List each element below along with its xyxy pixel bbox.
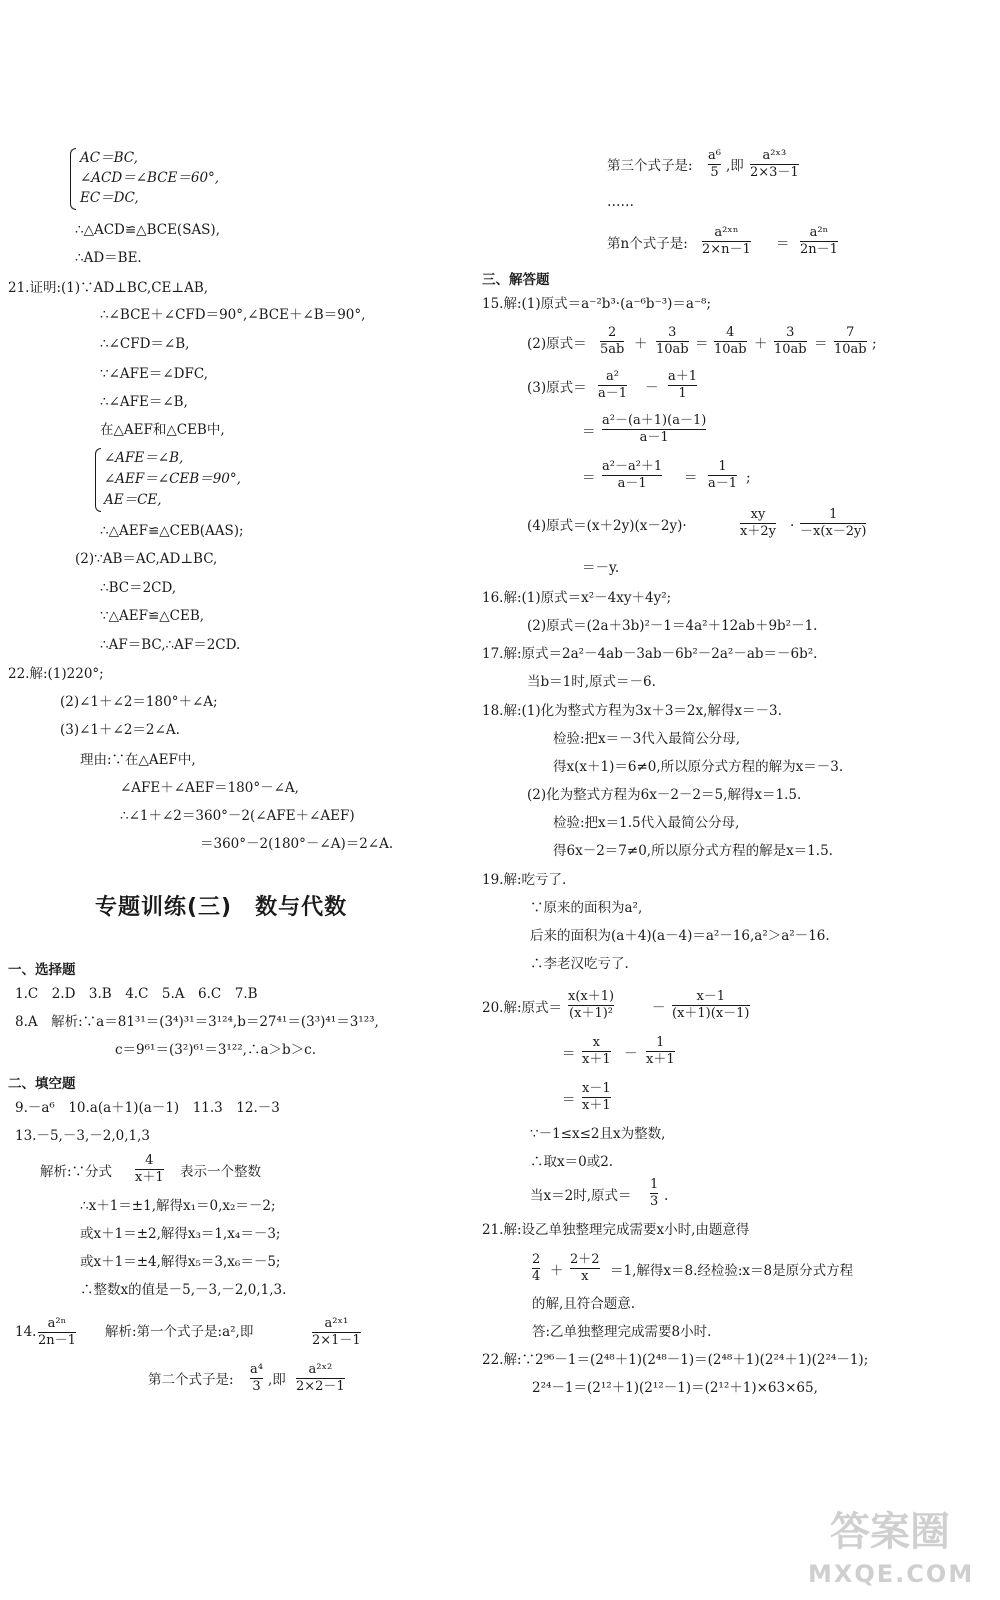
text-line: 22.解:∵2⁹⁶－1＝(2⁴⁸＋1)(2⁴⁸－1)＝(2⁴⁸＋1)(2²⁴＋1)(2²⁴－1); — [482, 1352, 869, 1368]
text-line: 检验:把x＝－3代入最简公分母, — [553, 731, 741, 747]
fraction: a²－(a＋1)(a－1) a－1 — [602, 413, 707, 445]
text-line: ＝ — [582, 424, 596, 440]
text-line: ∵∠AFE＝∠DFC, — [100, 366, 209, 382]
fraction: a⁶ 5 — [708, 148, 721, 180]
fraction: a＋1 1 — [668, 369, 698, 401]
fraction: a²ⁿ 2n－1 — [38, 1316, 76, 1348]
section-heading: 三、解答题 — [482, 272, 550, 288]
text-line: (2)原式＝(2a＋3b)²－1＝4a²＋12ab＋9b²－1. — [527, 618, 818, 634]
fraction: a²ˣⁿ 2×n－1 — [702, 225, 751, 257]
text-line: ∠AFE＋∠AEF＝180°－∠A, — [120, 780, 299, 796]
text-line: ∴整数x的值是－5,－3,－2,0,1,3. — [80, 1282, 287, 1298]
text-line: 第n个式子是: — [607, 236, 688, 252]
text-line: 19.解:吃亏了. — [482, 872, 567, 888]
fraction: a²ˣ³ 2×3－1 — [750, 148, 799, 180]
text-line: ＝ — [684, 470, 698, 486]
text-line: ＝ — [776, 236, 790, 252]
text-line: 在△AEF和△CEB中, — [100, 422, 225, 438]
fraction: 1 a－1 — [708, 459, 738, 491]
text-line: 21.解:设乙单独整理完成需要x小时,由题意得 — [482, 1222, 750, 1238]
text-line: ∴AF＝BC,∴AF＝2CD. — [100, 637, 241, 653]
text-line: 的解,且符合题意. — [532, 1296, 636, 1312]
fraction: x－1 x＋1 — [582, 1081, 611, 1113]
text-line: . — [664, 1188, 669, 1204]
section-heading: 二、填空题 — [8, 1076, 76, 1092]
fraction: 1 －x(x－2y) — [800, 507, 867, 539]
text-line: ∴李老汉吃亏了. — [530, 956, 629, 972]
fraction: a² a－1 — [598, 369, 628, 401]
text-line: (3)原式＝ — [527, 380, 587, 396]
fraction: 1 3 — [650, 1177, 659, 1209]
text-line: ＋ — [634, 336, 648, 352]
fraction: 4 10ab — [714, 325, 747, 357]
text-line: 8.A 解析:∵a＝81³¹＝(3⁴)³¹＝3¹²⁴,b＝27⁴¹＝(3³)⁴¹＝3¹²³, — [15, 1014, 379, 1030]
text-line: ∴取x＝0或2. — [530, 1154, 614, 1170]
section-heading: 一、选择题 — [8, 962, 76, 978]
text-line: 第二个式子是: — [148, 1372, 234, 1388]
text-line: 13.－5,－3,－2,0,1,3 — [15, 1128, 150, 1144]
text-line: 17.解:原式＝2a²－4ab－3ab－6b²－2a²－ab＝－6b². — [482, 646, 818, 662]
text-line: ∴△AEF≌△CEB(AAS); — [100, 523, 244, 539]
fraction: xy x＋2y — [740, 507, 776, 539]
watermark-url: MXQE.COM — [808, 1560, 975, 1588]
text-line: 14. — [15, 1324, 37, 1340]
text-line: ＝1,解得x＝8.经检验:x＝8是原分式方程 — [610, 1263, 854, 1279]
fraction: x x＋1 — [582, 1035, 611, 1067]
text-line: ∠AFE＝∠B, — [104, 450, 184, 466]
text-line: ∠ACD＝∠BCE＝60°, — [80, 170, 220, 186]
text-line: ＝ — [814, 336, 828, 352]
fraction: 7 10ab — [834, 325, 867, 357]
fraction: 2＋2 x — [570, 1252, 600, 1284]
text-line: ; — [872, 336, 877, 352]
text-line: (4)原式＝(x＋2y)(x－2y)· — [527, 518, 687, 534]
text-line: 当b＝1时,原式＝－6. — [527, 674, 656, 690]
brace — [95, 448, 101, 512]
fraction: a²ⁿ 2n－1 — [800, 225, 838, 257]
section-title: 专题训练(三) 数与代数 — [95, 895, 348, 920]
fraction: a²ˣ¹ 2×1－1 — [312, 1316, 361, 1348]
text-line: ∵原来的面积为a², — [530, 900, 643, 916]
fraction: 3 10ab — [774, 325, 807, 357]
text-line: ＝ — [582, 470, 596, 486]
text-line: － — [645, 380, 659, 396]
text-line: · — [790, 518, 795, 534]
text-line: ∴△ACD≌△BCE(SAS), — [75, 222, 220, 238]
fraction: a²－a²＋1 a－1 — [602, 459, 663, 491]
text-line: 检验:把x＝1.5代入最简公分母, — [553, 815, 740, 831]
text-line: ＋ — [754, 336, 768, 352]
brace — [70, 148, 76, 210]
text-line: 答:乙单独整理完成需要8小时. — [532, 1324, 712, 1340]
text-line: …… — [607, 194, 634, 210]
fraction: 1 x＋1 — [646, 1035, 675, 1067]
text-line: 得6x－2＝7≠0,所以原分式方程的解是x＝1.5. — [553, 843, 833, 859]
text-line: 或x＋1＝±2,解得x₃＝1,x₄＝－3; — [80, 1226, 281, 1242]
text-line: 2²⁴－1＝(2¹²＋1)(2¹²－1)＝(2¹²＋1)×63×65, — [532, 1380, 818, 1396]
text-line: (2)∵AB＝AC,AD⊥BC, — [75, 551, 218, 567]
text-line: 第三个式子是: — [607, 158, 693, 174]
text-line: ＝360°－2(180°－∠A)＝2∠A. — [200, 836, 394, 852]
text-line: ∠AEF＝∠CEB＝90°, — [104, 471, 241, 487]
text-line: 18.解:(1)化为整式方程为3x＋3＝2x,解得x＝－3. — [482, 703, 782, 719]
text-line: ＝ — [562, 1046, 576, 1062]
fraction: a²ˣ² 2×2－1 — [296, 1362, 345, 1394]
fraction: x－1 (x＋1)(x－1) — [672, 989, 750, 1021]
text-line: 解析:第一个式子是:a²,即 — [105, 1324, 254, 1340]
text-line: 16.解:(1)原式＝x²－4xy＋4y²; — [482, 590, 672, 606]
fraction: 3 10ab — [656, 325, 689, 357]
text-line: c＝9⁶¹＝(3²)⁶¹＝3¹²²,∴a＞b＞c. — [115, 1042, 316, 1058]
text-line: 理由:∵在△AEF中, — [80, 752, 196, 768]
text-line: EC＝DC, — [80, 190, 139, 206]
text-line: 得x(x＋1)＝6≠0,所以原分式方程的解为x＝－3. — [553, 759, 844, 775]
text-line: 表示一个整数 — [180, 1164, 261, 1180]
text-line: (2)∠1＋∠2＝180°＋∠A; — [60, 694, 218, 710]
text-line: ,即 — [726, 158, 744, 174]
fraction: 4 x＋1 — [135, 1153, 164, 1185]
text-line: 或x＋1＝±4,解得x₅＝3,x₆＝－5; — [80, 1254, 281, 1270]
text-line: ∴∠CFD＝∠B, — [100, 336, 190, 352]
text-line: (2)原式＝ — [527, 336, 587, 352]
fraction: 2 4 — [532, 1252, 541, 1284]
text-line: － — [652, 1000, 666, 1016]
text-line: 1.C 2.D 3.B 4.C 5.A 6.C 7.B — [15, 986, 258, 1002]
text-line: 15.解:(1)原式＝a⁻²b³·(a⁻⁶b⁻³)＝a⁻⁸; — [482, 296, 712, 312]
fraction: 2 5ab — [600, 325, 625, 357]
text-line: ＋ — [550, 1263, 564, 1279]
question-21: 21.证明:(1)∵AD⊥BC,CE⊥AB, — [8, 280, 209, 296]
text-line: ＝－y. — [582, 560, 620, 576]
text-line: 20.解:原式＝ — [482, 1000, 563, 1016]
text-line: ∵△AEF≌△CEB, — [100, 608, 205, 624]
text-line: AC＝BC, — [80, 150, 138, 166]
text-line: 9.－a⁶ 10.a(a＋1)(a－1) 11.3 12.－3 — [15, 1100, 280, 1116]
text-line: ∵－1≤x≤2且x为整数, — [530, 1126, 666, 1142]
text-line: ＝ — [562, 1092, 576, 1108]
text-line: ＝ — [695, 336, 709, 352]
text-line: ; — [746, 470, 751, 486]
text-line: ,即 — [268, 1372, 286, 1388]
text-line: ∴AD＝BE. — [75, 250, 142, 266]
fraction: a⁴ 3 — [250, 1362, 263, 1394]
text-line: － — [624, 1046, 638, 1062]
text-line: ∴x＋1＝±1,解得x₁＝0,x₂＝－2; — [80, 1198, 276, 1214]
text-line: (2)化为整式方程为6x－2－2＝5,解得x＝1.5. — [527, 787, 802, 803]
text-line: 后来的面积为(a＋4)(a－4)＝a²－16,a²＞a²－16. — [530, 928, 830, 944]
watermark-logo: 答案圈 — [830, 1509, 950, 1555]
text-line: ∴∠1＋∠2＝360°－2(∠AFE＋∠AEF) — [120, 808, 355, 824]
text-line: AE＝CE, — [104, 492, 162, 508]
text-line: (3)∠1＋∠2＝2∠A. — [60, 722, 180, 738]
text-line: ∴∠AFE＝∠B, — [100, 394, 188, 410]
fraction: x(x＋1) (x＋1)² — [568, 989, 615, 1021]
question-22: 22.解:(1)220°; — [8, 666, 104, 682]
text-line: 解析:∵分式 — [40, 1164, 113, 1180]
text-line: ∴BC＝2CD, — [100, 580, 177, 596]
text-line: 当x＝2时,原式＝ — [530, 1188, 632, 1204]
text-line: ∴∠BCE＋∠CFD＝90°,∠BCE＋∠B＝90°, — [100, 307, 366, 323]
